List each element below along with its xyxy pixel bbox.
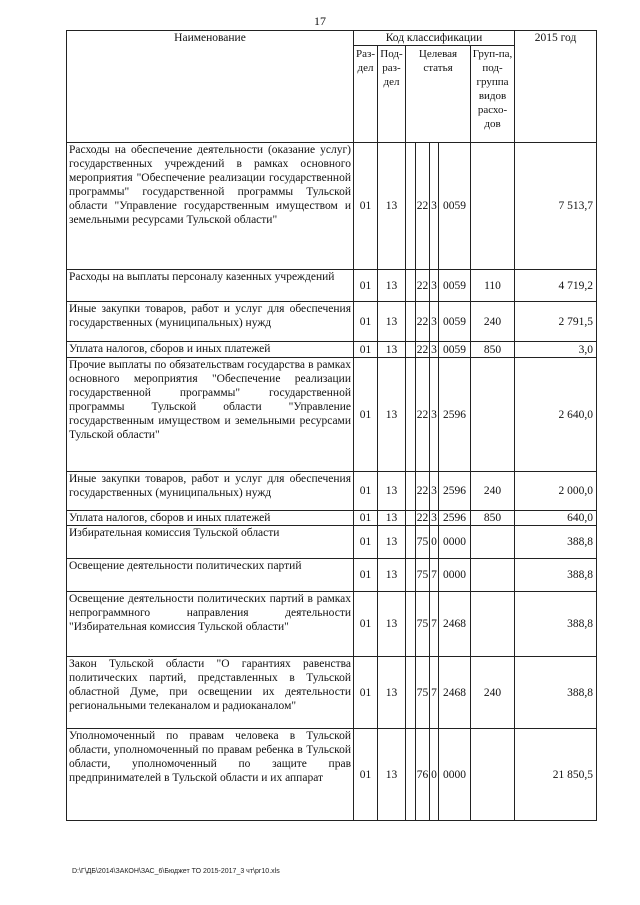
file-path: D:\Г\ДБ\2014\ЗАКОН\ЗАС_6\Бюджет ТО 2015-2017_3 чт\рг10.xls [72, 868, 280, 875]
row-name: Уполномоченный по правам человека в Тульской области, уполномоченный по правам ребенка в Тульской области, уполномоченный по защите прав предпринимателей в Тульской области и их аппарат [67, 729, 354, 821]
row-target-part1 [406, 511, 416, 526]
row-name: Освещение деятельности политических партий в рамках непрограммного направления деятельности "Избирательная комиссия Тульской области" [67, 592, 354, 657]
page-number: 17 [314, 14, 326, 28]
row-expense-group [471, 592, 515, 657]
row-target-part1 [406, 592, 416, 657]
row-target-part3: 0 [430, 729, 439, 821]
row-target-part3: 3 [430, 270, 439, 302]
row-amount: 388,8 [515, 592, 597, 657]
row-razdel: 01 [354, 472, 378, 511]
row-name: Избирательная комиссия Тульской области [67, 526, 354, 559]
row-razdel: 01 [354, 270, 378, 302]
row-podrazdel: 13 [378, 302, 406, 342]
row-target-part3: 7 [430, 592, 439, 657]
row-name: Освещение деятельности политических партий [67, 559, 354, 592]
row-target-part3: 3 [431, 512, 437, 524]
row-expense-group: 110 [471, 270, 515, 302]
row-target-part2: 22 [416, 512, 429, 524]
row-amount: 2 791,5 [515, 302, 597, 342]
table-row [67, 511, 597, 526]
row-podrazdel: 13 [378, 729, 406, 821]
row-target-part3: 7 [430, 657, 439, 729]
row-amount: 3,0 [515, 342, 597, 358]
row-target-part3: 3 [430, 302, 439, 342]
row-target-part4: 0059 [439, 143, 471, 270]
row-amount: 2 640,0 [515, 358, 597, 472]
row-name: Иные закупки товаров, работ и услуг для обеспечения государственных (муниципальных) нужд [67, 302, 354, 342]
row-target-part1 [406, 358, 416, 472]
table-row [67, 729, 597, 821]
row-target-part3: 3 [430, 472, 439, 511]
row-target-part4: 0000 [439, 526, 471, 559]
table-row [67, 657, 597, 729]
row-target-part3: 3 [430, 358, 439, 472]
row-target-part3: 3 [430, 143, 439, 270]
row-target-part2: 75 [416, 526, 430, 559]
row-podrazdel: 13 [378, 657, 406, 729]
table-row [67, 472, 597, 511]
row-target-part2: 22 [416, 358, 430, 472]
row-razdel: 01 [354, 143, 378, 270]
row-target-part1 [406, 472, 416, 511]
header-year: 2015 год [515, 31, 597, 143]
row-expense-group [471, 526, 515, 559]
header-name: Наименование [67, 31, 354, 143]
row-expense-group [471, 729, 515, 821]
row-name: Иные закупки товаров, работ и услуг для обеспечения государственных (муниципальных) нужд [67, 472, 354, 511]
row-target-part4: 2596 [439, 472, 471, 511]
row-target-part2: 22 [416, 302, 430, 342]
row-podrazdel: 13 [378, 526, 406, 559]
row-podrazdel: 13 [378, 342, 406, 358]
table-body [67, 143, 597, 821]
row-target-part1 [406, 302, 416, 342]
row-amount: 7 513,7 [515, 143, 597, 270]
row-razdel: 01 [354, 342, 378, 358]
row-name: Уплата налогов, сборов и иных платежей [67, 342, 354, 358]
row-podrazdel: 13 [378, 511, 406, 526]
row-razdel: 01 [354, 511, 378, 526]
row-amount: 4 719,2 [515, 270, 597, 302]
row-target-part1 [406, 342, 416, 358]
row-target-part2: 75 [416, 592, 430, 657]
row-expense-group: 850 [471, 511, 515, 526]
row-target-part1 [406, 270, 416, 302]
row-amount: 2 000,0 [515, 472, 597, 511]
row-podrazdel: 13 [378, 472, 406, 511]
table-row [67, 143, 597, 270]
header-target-article: Целевая статья [406, 46, 471, 143]
row-target-part1 [406, 729, 416, 821]
row-expense-group: 850 [471, 342, 515, 358]
row-target-part4: 0059 [439, 270, 471, 302]
header-razdel: Раз-дел [354, 46, 378, 143]
row-name: Расходы на выплаты персоналу казенных учреждений [67, 270, 354, 302]
row-expense-group [471, 358, 515, 472]
row-expense-group: 240 [471, 472, 515, 511]
row-target-part4: 0000 [439, 559, 471, 592]
row-razdel: 01 [354, 657, 378, 729]
row-target-part2: 75 [416, 559, 430, 592]
row-name: Уплата налогов, сборов и иных платежей [67, 511, 354, 526]
row-podrazdel: 13 [378, 143, 406, 270]
row-target-part3: 7 [430, 559, 439, 592]
row-podrazdel: 13 [378, 270, 406, 302]
table-row [67, 559, 597, 592]
row-podrazdel: 13 [378, 592, 406, 657]
row-name: Прочие выплаты по обязательствам государства в рамках основного мероприятия "Обеспечение реализации государственной программы" государственной программы Тульской области "Управление государственным имуществом и земельными ресурсами Тульской области" [67, 358, 354, 472]
row-podrazdel: 13 [378, 559, 406, 592]
row-razdel: 01 [354, 526, 378, 559]
row-target-part4: 0059 [439, 342, 471, 358]
row-amount: 640,0 [515, 511, 597, 526]
row-name: Закон Тульской области "О гарантиях равенства политических партий, представленных в Тульской областной Думе, при освещении их деятельности региональными телеканалом и радиоканалом" [67, 657, 354, 729]
row-razdel: 01 [354, 559, 378, 592]
row-name: Расходы на обеспечение деятельности (оказание услуг) государственных учреждений в рамках основного мероприятия "Обеспечение реализации государственной программы" государственной программы Тульской области "Управление государственным имуществом и земельными ресурсами Тульской области" [67, 143, 354, 270]
row-amount: 388,8 [515, 559, 597, 592]
table-row [67, 358, 597, 472]
row-target-part4: 0000 [439, 729, 471, 821]
table-row [67, 592, 597, 657]
table-row [67, 342, 597, 358]
row-target-part2: 22 [416, 143, 430, 270]
row-target-part4: 2468 [439, 592, 471, 657]
table-row [67, 526, 597, 559]
row-target-part2: 75 [416, 657, 430, 729]
budget-table [66, 30, 597, 821]
row-target-part1 [406, 143, 416, 270]
row-razdel: 01 [354, 729, 378, 821]
row-target-part1 [406, 657, 416, 729]
row-target-part2: 76 [416, 729, 430, 821]
row-target-part3: 3 [431, 343, 437, 356]
row-target-part3: 0 [430, 526, 439, 559]
header-podrazdel: Под-раз-дел [378, 46, 406, 143]
row-target-part4: 2596 [439, 358, 471, 472]
row-amount: 388,8 [515, 657, 597, 729]
row-target-part2: 22 [416, 270, 430, 302]
row-target-part1 [406, 559, 416, 592]
row-razdel: 01 [354, 358, 378, 472]
row-expense-group [471, 559, 515, 592]
row-target-part2: 22 [416, 472, 430, 511]
row-expense-group: 240 [471, 302, 515, 342]
table-row [67, 270, 597, 302]
row-target-part2: 22 [416, 343, 429, 356]
row-target-part4: 0059 [439, 302, 471, 342]
row-expense-group [471, 143, 515, 270]
row-podrazdel: 13 [378, 358, 406, 472]
row-amount: 388,8 [515, 526, 597, 559]
header-expense-group: Груп-па, под-группа видов расхо-дов [471, 46, 515, 143]
row-target-part4: 2596 [439, 511, 471, 526]
row-target-part1 [406, 526, 416, 559]
row-expense-group: 240 [471, 657, 515, 729]
table-row [67, 302, 597, 342]
row-razdel: 01 [354, 592, 378, 657]
row-target-part4: 2468 [439, 657, 471, 729]
row-razdel: 01 [354, 302, 378, 342]
header-code-group: Код классификации [354, 31, 515, 46]
row-amount: 21 850,5 [515, 729, 597, 821]
